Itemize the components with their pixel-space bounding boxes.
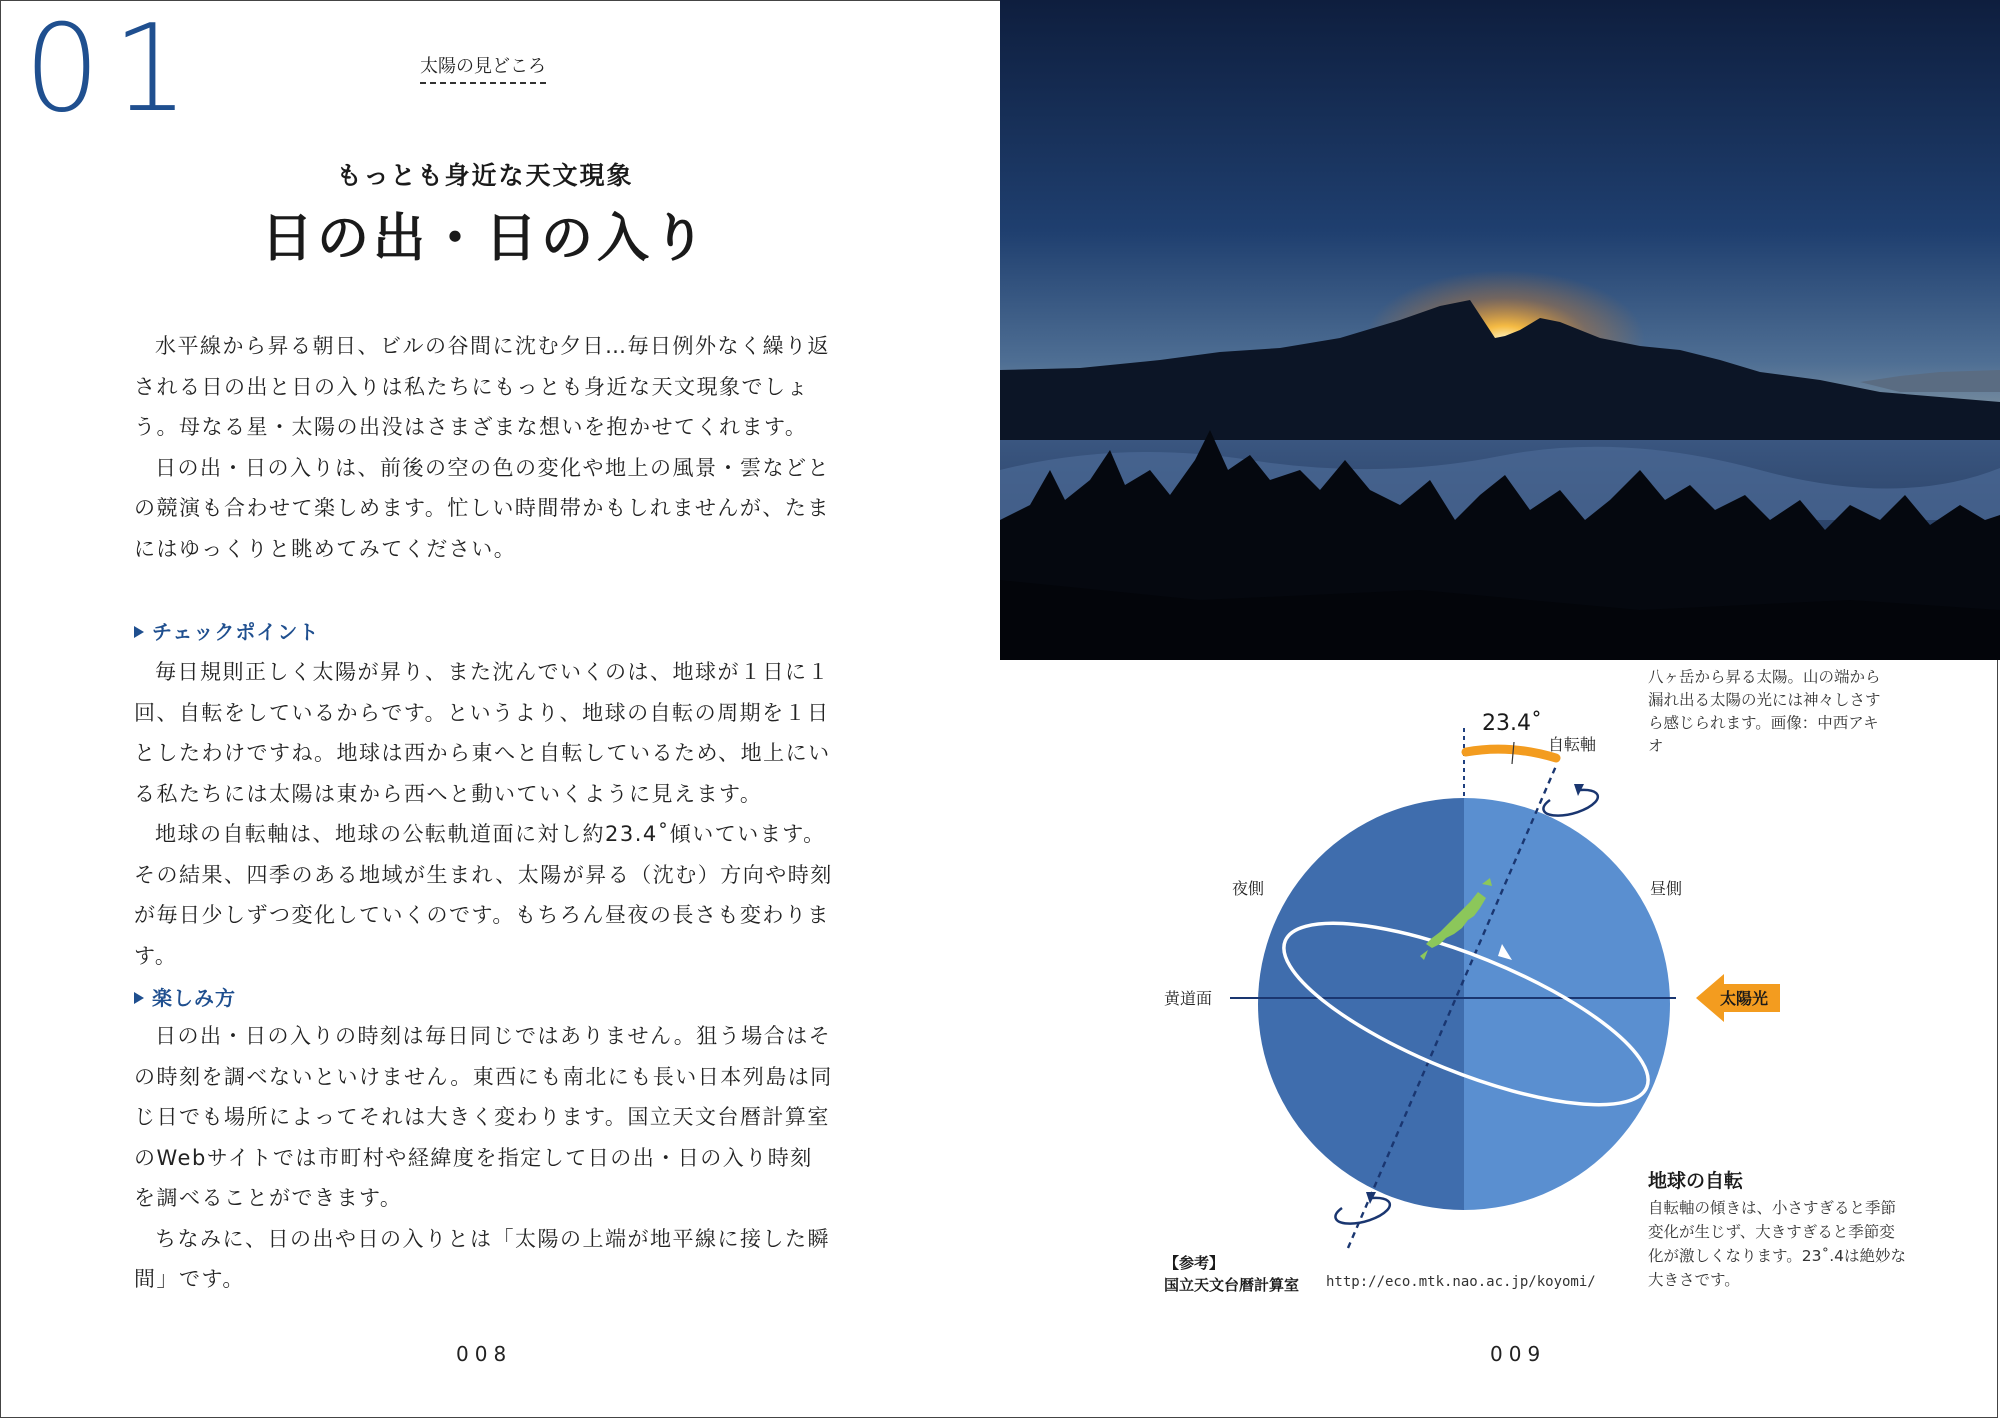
sunlight-label: 太陽光 — [1720, 989, 1769, 1008]
intro-paragraph: 水平線から昇る朝日、ビルの谷間に沈む夕日…毎日例外なく繰り返される日の出と日の入りは私たちにもっとも身近な天文現象でしょう。母なる星・太陽の出没はさまざまな想いを抱かせてくれます。 — [134, 334, 830, 439]
ecliptic-label: 黄道面 — [1164, 989, 1213, 1008]
tilt-angle-arc — [1466, 749, 1556, 758]
earth-night-half — [1258, 798, 1464, 1210]
intro-paragraph: 日の出・日の入りは、前後の空の色の変化や地上の風景・雲などとの競演も合わせて楽しめます。忙しい時間帯かもしれませんが、たまにはゆっくりと眺めてみてください。 — [134, 455, 830, 561]
enjoy-heading — [134, 982, 236, 1011]
photo-caption: 八ヶ岳から昇る太陽。山の端から漏れ出る太陽の光には神々しさすら感じられます。画像：中西アキオ — [1648, 668, 1881, 755]
reference-label: 【参考】 — [1164, 1254, 1225, 1272]
enjoy-paragraph: ちなみに、日の出や日の入りとは「太陽の上端が地平線に接した瞬間」です。 — [134, 1226, 830, 1291]
intro-text — [134, 326, 834, 569]
page-subtitle: もっとも身近な天文現象 — [336, 161, 634, 190]
day-side-label: 昼側 — [1650, 879, 1683, 898]
earth-day-half — [1464, 798, 1670, 1210]
info-title: 地球の自転 — [1648, 1170, 1744, 1192]
reference-name: 国立天文台暦計算室 — [1164, 1276, 1300, 1294]
info-text: 自転軸の傾きは、小さすぎると季節変化が生じず、大きすぎると季節変化が激しくなります。23˚.4は絶妙な大きさです。 — [1648, 1199, 1907, 1289]
axis-label: 自転軸 — [1548, 735, 1597, 754]
chapter-number: 01 — [24, 0, 201, 139]
reference-url: http://eco.mtk.nao.ac.jp/koyomi/ — [1326, 1274, 1596, 1290]
sunrise-photo — [1000, 0, 2000, 660]
enjoy-paragraph: 日の出・日の入りの時刻は毎日同じではありません。狙う場合はその時刻を調べないといけません。東西にも南北にも長い日本列島は同じ日でも場所によってそれは大きく変わります。国立天文台暦計算室のWebサイトでは市町村や経緯度を指定して日の出・日の入り時刻を調べることができます。 — [134, 1024, 833, 1210]
enjoy-heading-label: 楽しみ方 — [152, 986, 236, 1010]
page-title: 日の出・日の入り — [260, 209, 709, 269]
checkpoint-paragraph: 毎日規則正しく太陽が昇り、また沈んでいくのは、地球が１日に１回、自転をしているからです。というより、地球の自転の周期を１日としたわけですね。地球は西から東へと自転しているため、地上にいる私たちには太陽は東から西へと動いていくように見えます。 — [134, 660, 831, 806]
triangle-bullet-icon — [134, 992, 144, 1004]
right-page — [1000, 0, 2000, 1420]
section-tag: 太陽の見どころ — [420, 52, 546, 84]
checkpoint-heading-label: チェックポイント — [152, 620, 320, 644]
checkpoint-heading — [134, 616, 319, 645]
checkpoint-text — [134, 652, 834, 976]
checkpoint-paragraph: 地球の自転軸は、地球の公転軌道面に対し約23.4˚傾いています。その結果、四季のある地域が生まれ、太陽が昇る（沈む）方向や時刻が毎日少しずつ変化していくのです。もちろん昼夜の長さも変わります。 — [134, 822, 833, 968]
night-side-label: 夜側 — [1232, 879, 1265, 898]
triangle-bullet-icon — [134, 626, 144, 638]
page-number-right: 009 — [1490, 1342, 1547, 1366]
tilt-angle-label: 23.4˚ — [1482, 711, 1542, 736]
page-number-left: 008 — [456, 1342, 513, 1366]
enjoy-text — [134, 1016, 834, 1300]
